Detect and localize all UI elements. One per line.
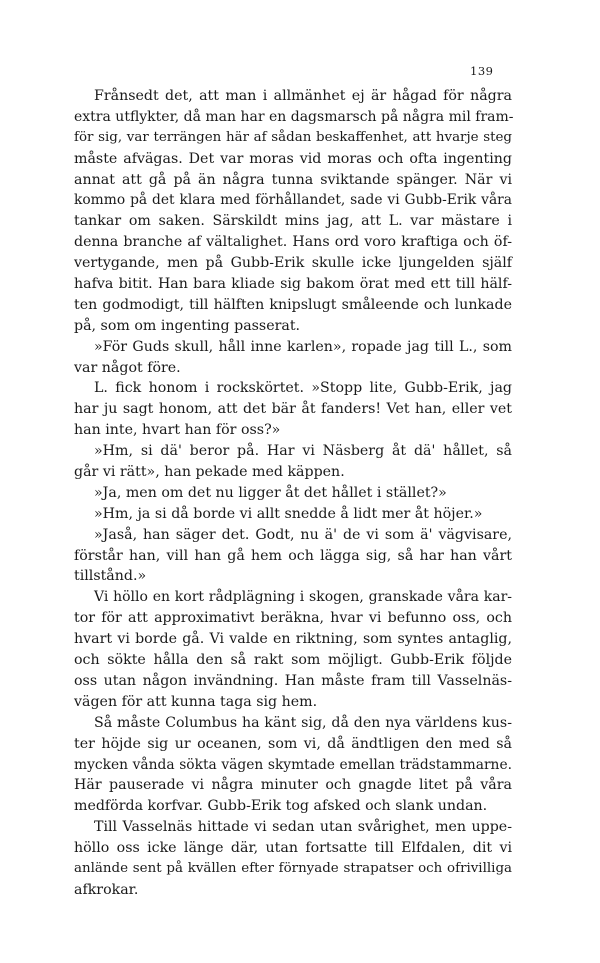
text-line: Frånsedt det, att man i allmänhet ej är hågad för några [94,88,512,104]
text-line: »Hm, ja si då borde vi allt snedde å lidt mer åt höjer.» [94,505,483,522]
text-line: på, som om ingenting passerat. [74,317,301,334]
text-line: »Ja, men om det nu ligger åt det hållet i stället?» [94,484,447,501]
text-line: går vi rätt», han pekade med käppen. [74,464,345,481]
text-line: L. fick honom i rockskörtet. »Stopp lite, Gubb-Erik, jag [94,380,512,397]
text-line: annat att gå på än några tunna sviktande spänger. När vi [74,171,512,188]
text-line: Vi höllo en kort rådplägning i skogen, granskade våra kar- [94,589,512,606]
text-line: ten godmodigt, till hälften knipslugt småleende och lunkade [74,296,512,313]
text-line: har ju sagt honom, att det bär åt fanders! Vet han, eller vet [74,401,512,418]
text-line: »Jaså, han säger det. Godt, nu ä' de vi som ä' vägvisare, [94,526,512,543]
text-line: höllo oss icke länge där, utan fortsatte till Elfdalen, dit vi [74,840,512,857]
text-line: oss utan någon invändning. Han måste fram till Vasselnäs- [74,672,512,689]
text-line: mycken vånda sökta vägen skymtade emellan trädstammarne. [74,756,512,773]
text-line: denna branche af vältalighet. Hans ord voro kraftiga och öf- [74,234,512,251]
text-line: kommo på det klara med förhållandet, sade vi Gubb-Erik våra [74,192,512,209]
text-line: »För Guds skull, håll inne karlen», ropade jag till L., som [94,338,512,355]
text-line: anlände sent på kvällen efter förnyade strapatser och ofrivilliga [74,860,512,876]
text-line: Till Vasselnäs hittade vi sedan utan svårighet, men uppe- [94,819,512,836]
text-line: afkrokar. [74,881,139,898]
text-line: Så måste Columbus ha känt sig, då den nya världens kus- [94,714,512,731]
text-line: för sig, var terrängen här af sådan beskaffenhet, att hvarje steg [74,129,512,145]
text-line: och sökte hålla den så rakt som möjligt. Gubb-Erik följde [74,652,512,669]
text-line: hafva bitit. Han bara kliade sig bakom örat med ett till hälf- [74,276,512,293]
text-line: »Hm, si dä' beror på. Har vi Näsberg åt dä' hållet, så [94,443,512,460]
text-line: måste afvägas. Det var moras vid moras och ofta ingenting [74,150,512,167]
text-line: extra utflykter, då man har en dagsmarsch på några mil fram- [74,108,514,125]
text-line: tillstånd.» [74,568,147,585]
text-line: Här pauserade vi några minuter och gnagde litet på våra [74,777,512,794]
text-line: medförda korfvar. Gubb-Erik tog afsked och slank undan. [74,798,488,815]
page-number: 139 [470,64,494,78]
text-line: vägen för att kunna taga sig hem. [74,693,318,710]
text-line: var något före. [74,359,181,376]
text-line: ter höjde sig ur oceanen, som vi, då ändtligen den med så [74,735,512,752]
body-text [74,86,512,901]
text-line: hvart vi borde gå. Vi valde en riktning, som syntes antaglig, [74,631,512,648]
text-line: förstår han, vill han gå hem och lägga sig, så har han vårt [74,547,512,564]
text-line: vertygande, men på Gubb-Erik skulle icke ljungelden själf [74,255,512,272]
text-line: tor för att approximativt beräkna, hvar vi befunno oss, och [74,610,512,627]
text-line: han inte, hvart han för oss?» [74,422,281,439]
text-line: tankar om saken. Särskildt mins jag, att L. var mästare i [74,213,512,230]
